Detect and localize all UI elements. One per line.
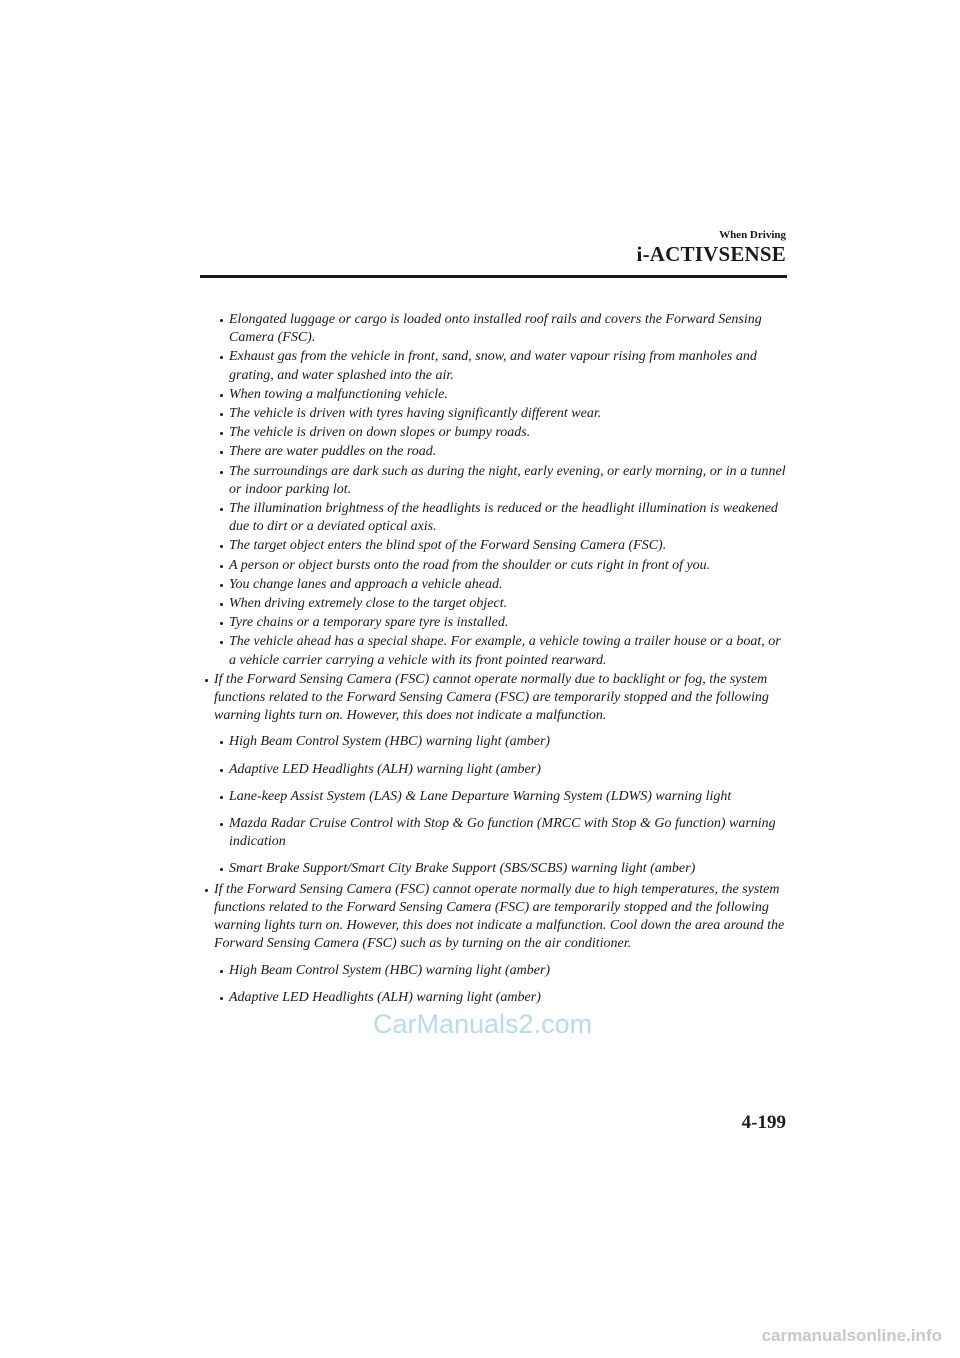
bullet-icon [220,319,223,322]
bullet-icon [220,413,223,416]
warning-light-item: High Beam Control System (HBC) warning light (amber) [202,733,787,751]
section-label: When Driving [719,229,786,241]
bullet-icon [220,565,223,568]
bullet-icon [220,641,223,644]
watermark-logo: CarManuals2.com [373,1009,593,1039]
bullet-icon [220,970,223,973]
page-number: 4-199 [741,1112,786,1133]
manual-body [202,311,787,1008]
bullet-icon [220,508,223,511]
bullet-icon [220,823,223,826]
condition-item: The surroundings are dark such as during the night, early evening, or early morning, or in a tunnel or indoor parking lot. [202,463,787,499]
bullet-icon [220,769,223,772]
condition-item: When towing a malfunctioning vehicle. [202,386,787,404]
condition-item: The vehicle is driven with tyres having significantly different wear. [202,405,787,423]
footer-site-link[interactable]: carmanualsonline.info [761,1326,942,1345]
condition-item: The illumination brightness of the headlights is reduced or the headlight illumination is weakened due to dirt or a deviated optical axis. [202,500,787,536]
bullet-icon [220,451,223,454]
warning-light-item: Smart Brake Support/Smart City Brake Support (SBS/SCBS) warning light (amber) [202,860,787,878]
bullet-icon [220,868,223,871]
bullet-icon [220,997,223,1000]
condition-item: There are water puddles on the road. [202,443,787,461]
bullet-icon [220,796,223,799]
bullet-icon [205,679,208,682]
condition-item: Exhaust gas from the vehicle in front, sand, snow, and water vapour rising from manholes and grating, and water splashed into the air. [202,348,787,384]
warning-light-item: High Beam Control System (HBC) warning light (amber) [202,962,787,980]
condition-item: The vehicle ahead has a special shape. For example, a vehicle towing a trailer house or a boat, or a vehicle carrier carrying a vehicle with its front pointed rearward. [202,633,787,669]
bullet-icon [220,545,223,548]
bullet-icon [220,584,223,587]
bullet-icon [220,471,223,474]
warning-light-item: Adaptive LED Headlights (ALH) warning light (amber) [202,761,787,779]
condition-item: Tyre chains or a temporary spare tyre is installed. [202,614,787,632]
bullet-icon [205,889,208,892]
bullet-icon [220,394,223,397]
condition-item: You change lanes and approach a vehicle ahead. [202,576,787,594]
bullet-icon [220,622,223,625]
high-temperature-paragraph: If the Forward Sensing Camera (FSC) cannot operate normally due to high temperatures, the system functions related to the Forward Sensing Camera (FSC) are temporarily stopped and the following warning lights turn on. However, this does not indicate a malfunction. Cool down the area around the Forward Sensing Camera (FSC) such as by turning on the air conditioner. [202,881,787,954]
header-divider [200,275,787,278]
condition-item: A person or object bursts onto the road from the shoulder or cuts right in front of you. [202,557,787,575]
condition-item: When driving extremely close to the target object. [202,595,787,613]
condition-item: The vehicle is driven on down slopes or bumpy roads. [202,424,787,442]
bullet-icon [220,741,223,744]
bullet-icon [220,603,223,606]
condition-item: Elongated luggage or cargo is loaded onto installed roof rails and covers the Forward Sensing Camera (FSC). [202,311,787,347]
warning-light-item: Lane-keep Assist System (LAS) & Lane Departure Warning System (LDWS) warning light [202,788,787,806]
bullet-icon [220,356,223,359]
chapter-title: i-ACTIVSENSE [636,242,786,266]
warning-light-item: Adaptive LED Headlights (ALH) warning light (amber) [202,989,787,1007]
warning-light-item: Mazda Radar Cruise Control with Stop & Go function (MRCC with Stop & Go function) warning indication [202,815,787,851]
backlight-paragraph: If the Forward Sensing Camera (FSC) cannot operate normally due to backlight or fog, the system functions related to the Forward Sensing Camera (FSC) are temporarily stopped and the following warning lights turn on. However, this does not indicate a malfunction. [202,671,787,726]
condition-item: The target object enters the blind spot of the Forward Sensing Camera (FSC). [202,537,787,555]
bullet-icon [220,432,223,435]
